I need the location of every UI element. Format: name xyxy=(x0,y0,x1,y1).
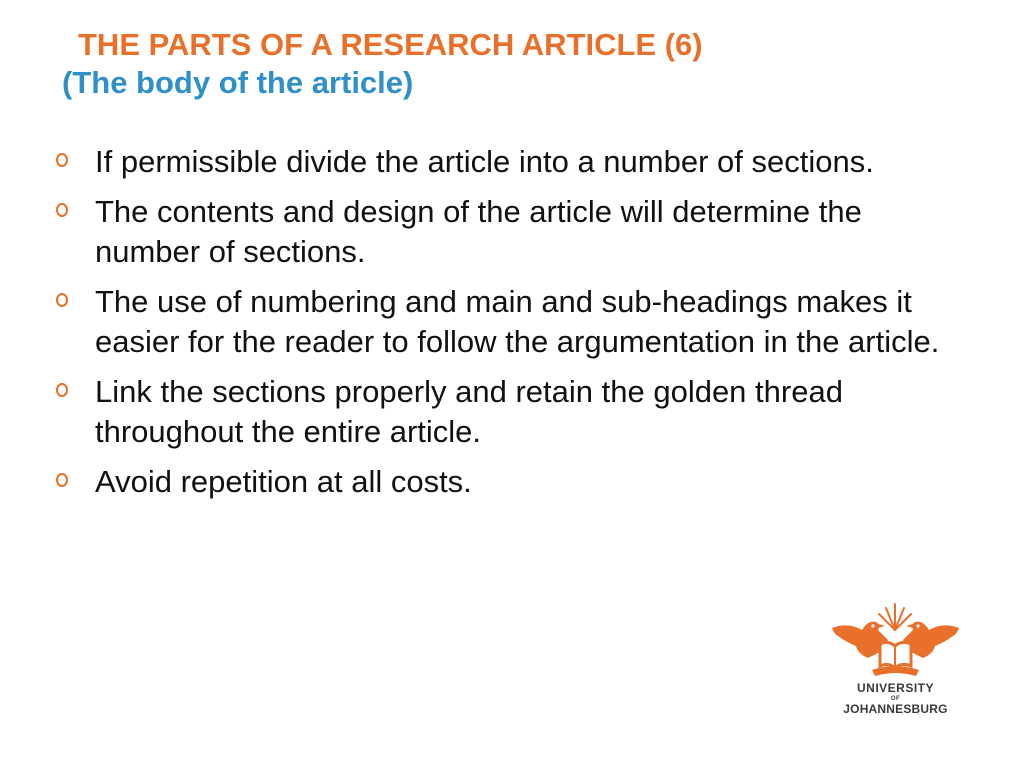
bullet-item xyxy=(56,142,956,182)
bullet-text: The contents and design of the article will determine the number of sections. xyxy=(95,194,862,269)
slide-subtitle: (The body of the article) xyxy=(62,65,414,100)
bullet-text: Avoid repetition at all costs. xyxy=(95,464,472,499)
bullet-item xyxy=(56,372,956,452)
bullet-text: If permissible divide the article into a number of sections. xyxy=(95,144,874,179)
bullet-item xyxy=(56,282,956,362)
bullet-circle-icon xyxy=(56,293,68,307)
slide-title: THE PARTS OF A RESEARCH ARTICLE (6) xyxy=(78,27,703,62)
title-block xyxy=(62,26,703,102)
bullet-text: The use of numbering and main and sub-headings makes it easier for the reader to follow the argumentation in the article. xyxy=(95,284,940,359)
bullet-list xyxy=(56,142,956,512)
bullet-circle-icon xyxy=(56,153,68,167)
logo-wordmark xyxy=(828,682,963,716)
logo-of-text: OF xyxy=(890,696,901,702)
university-crest-icon xyxy=(828,600,963,682)
bullet-circle-icon xyxy=(56,383,68,397)
bullet-item xyxy=(56,192,956,272)
bullet-circle-icon xyxy=(56,203,68,217)
logo-johannesburg-text: JOHANNESBURG xyxy=(843,702,948,716)
bullet-text: Link the sections properly and retain the golden thread throughout the entire article. xyxy=(95,374,843,449)
university-logo xyxy=(828,600,963,725)
bullet-item xyxy=(56,462,956,502)
logo-university-text: UNIVERSITY xyxy=(856,681,934,695)
bullet-circle-icon xyxy=(56,473,68,487)
